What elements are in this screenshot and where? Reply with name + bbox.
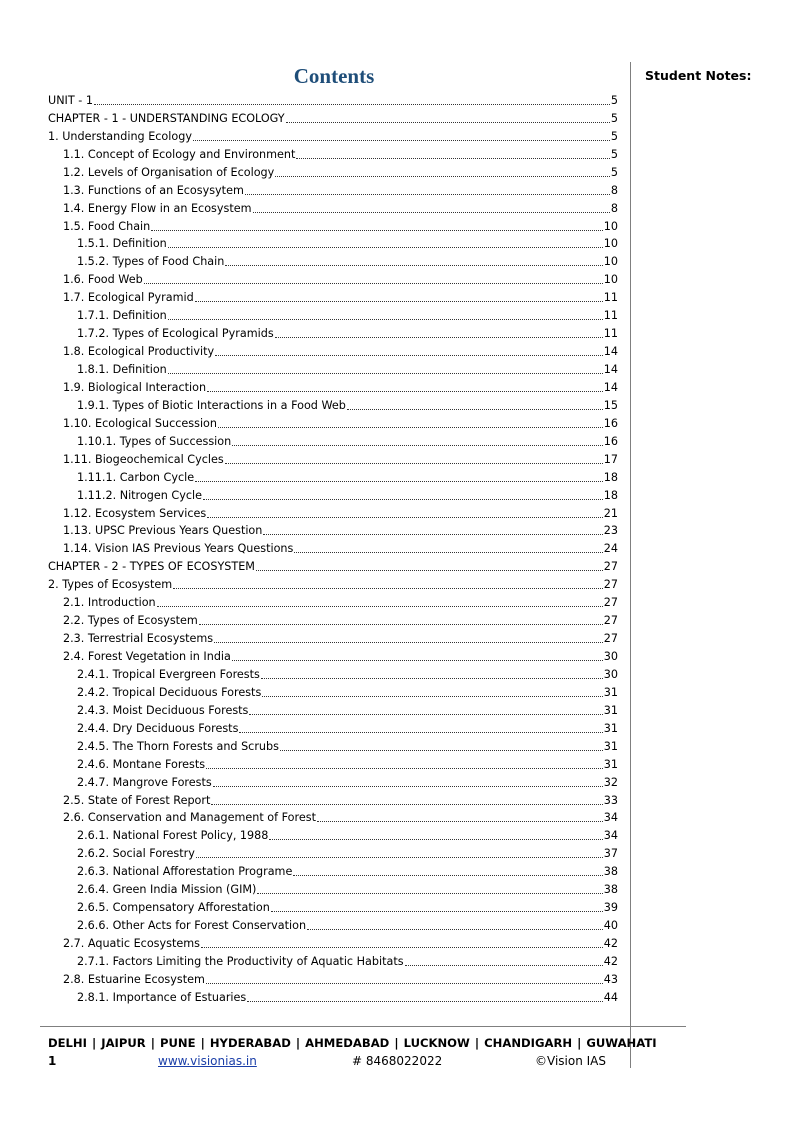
toc-dot-leader <box>225 264 602 266</box>
toc-entry-page: 31 <box>603 685 618 699</box>
toc-entry[interactable] <box>48 92 618 110</box>
toc-entry[interactable] <box>48 881 618 899</box>
toc-entry[interactable] <box>48 451 618 469</box>
toc-entry[interactable] <box>48 289 618 307</box>
toc-dot-leader <box>213 785 603 787</box>
toc-dot-leader <box>275 175 610 177</box>
toc-entry-page: 38 <box>603 883 618 897</box>
toc-entry-page: 31 <box>603 721 618 735</box>
toc-entry-page: 18 <box>603 488 618 502</box>
toc-entry-title: 1.3. Functions of an Ecosysytem <box>63 183 244 197</box>
toc-entry[interactable] <box>48 738 618 756</box>
toc-entry[interactable] <box>48 774 618 792</box>
toc-dot-leader <box>307 928 603 930</box>
toc-entry-title: 2.4.6. Montane Forests <box>77 757 206 771</box>
toc-dot-leader <box>196 856 603 858</box>
toc-entry-page: 30 <box>603 650 618 664</box>
toc-dot-leader <box>263 533 602 535</box>
toc-entry[interactable] <box>48 343 618 361</box>
toc-entry-page: 10 <box>603 273 618 287</box>
toc-entry-title: 2.4.3. Moist Deciduous Forests <box>77 703 249 717</box>
toc-entry[interactable] <box>48 397 618 415</box>
toc-entry-title: 2.6.6. Other Acts for Forest Conservation <box>77 919 307 933</box>
toc-entry-page: 8 <box>610 183 618 197</box>
toc-dot-leader <box>239 731 602 733</box>
footer-phone: # 8468022022 <box>352 1054 443 1068</box>
toc-entry[interactable] <box>48 110 618 128</box>
toc-entry-page: 16 <box>603 434 618 448</box>
toc-entry-title: 2.4. Forest Vegetation in India <box>63 650 231 664</box>
toc-entry[interactable] <box>48 953 618 971</box>
toc-entry[interactable] <box>48 505 618 523</box>
toc-dot-leader <box>294 551 602 553</box>
toc-entry-title: 1.2. Levels of Organisation of Ecology <box>63 165 275 179</box>
toc-entry[interactable] <box>48 307 618 325</box>
toc-entry[interactable] <box>48 146 618 164</box>
toc-entry-title: 2.4.2. Tropical Deciduous Forests <box>77 685 262 699</box>
toc-entry-title: CHAPTER - 2 - TYPES OF ECOSYSTEM <box>48 560 255 574</box>
toc-entry[interactable] <box>48 253 618 271</box>
toc-dot-leader <box>225 462 603 464</box>
toc-entry-page: 31 <box>603 739 618 753</box>
toc-entry-page: 10 <box>603 237 618 251</box>
toc-entry-page: 14 <box>603 363 618 377</box>
toc-entry-page: 18 <box>603 470 618 484</box>
toc-entry[interactable] <box>48 756 618 774</box>
toc-entry-title: 2.1. Introduction <box>63 596 156 610</box>
toc-dot-leader <box>262 695 602 697</box>
toc-dot-leader <box>261 677 603 679</box>
toc-entry[interactable] <box>48 720 618 738</box>
toc-dot-leader <box>253 211 610 213</box>
toc-entry-page: 38 <box>603 865 618 879</box>
toc-dot-leader <box>173 587 603 589</box>
toc-dot-leader <box>280 749 603 751</box>
toc-dot-leader <box>94 103 610 105</box>
toc-dot-leader <box>203 498 603 500</box>
table-of-contents <box>48 92 618 1007</box>
toc-entry[interactable] <box>48 128 618 146</box>
toc-entry-title: 1.11.1. Carbon Cycle <box>77 470 195 484</box>
toc-entry[interactable] <box>48 917 618 935</box>
toc-entry[interactable] <box>48 594 618 612</box>
toc-entry-page: 11 <box>603 327 618 341</box>
toc-entry-page: 14 <box>603 345 618 359</box>
toc-dot-leader <box>218 426 603 428</box>
toc-dot-leader <box>296 157 609 159</box>
toc-entry-page: 27 <box>603 614 618 628</box>
toc-entry-page: 5 <box>610 111 618 125</box>
student-notes-label: Student Notes: <box>645 68 752 83</box>
toc-entry-page: 32 <box>603 775 618 789</box>
toc-entry-page: 24 <box>603 542 618 556</box>
toc-dot-leader <box>157 605 603 607</box>
toc-entry-page: 21 <box>603 506 618 520</box>
toc-entry-page: 11 <box>603 309 618 323</box>
toc-entry-page: 27 <box>603 560 618 574</box>
toc-dot-leader <box>193 139 610 141</box>
toc-entry-page: 27 <box>603 632 618 646</box>
toc-entry-page: 42 <box>603 954 618 968</box>
toc-entry[interactable] <box>48 164 618 182</box>
toc-entry-page: 40 <box>603 919 618 933</box>
toc-dot-leader <box>211 803 602 805</box>
toc-entry-title: 2.6. Conservation and Management of Forest <box>63 811 316 825</box>
toc-entry[interactable] <box>48 576 618 594</box>
toc-dot-leader <box>168 246 603 248</box>
toc-entry[interactable] <box>48 989 618 1007</box>
toc-entry[interactable] <box>48 433 618 451</box>
toc-dot-leader <box>347 408 603 410</box>
toc-entry-page: 31 <box>603 703 618 717</box>
toc-dot-leader <box>168 372 603 374</box>
notes-divider <box>630 62 631 1068</box>
toc-entry-title: 2.8. Estuarine Ecosystem <box>63 972 205 986</box>
toc-dot-leader <box>199 623 603 625</box>
toc-dot-leader <box>201 946 603 948</box>
toc-dot-leader <box>271 910 603 912</box>
toc-entry-page: 34 <box>603 811 618 825</box>
toc-entry-page: 27 <box>603 596 618 610</box>
toc-entry-title: 1.8.1. Definition <box>77 363 167 377</box>
toc-entry-title: 1.8. Ecological Productivity <box>63 345 215 359</box>
toc-entry-title: 2.7. Aquatic Ecosystems <box>63 937 200 951</box>
footer-divider <box>40 1026 686 1027</box>
toc-entry-page: 43 <box>603 972 618 986</box>
toc-entry-page: 42 <box>603 937 618 951</box>
toc-dot-leader <box>269 838 602 840</box>
toc-dot-leader <box>195 300 603 302</box>
toc-entry[interactable] <box>48 702 618 720</box>
toc-entry-title: 1. Understanding Ecology <box>48 129 192 143</box>
toc-entry-page: 17 <box>603 452 618 466</box>
toc-entry-page: 14 <box>603 380 618 394</box>
toc-entry-title: UNIT - 1 <box>48 93 93 107</box>
toc-dot-leader <box>214 641 603 643</box>
toc-entry-title: 2.4.1. Tropical Evergreen Forests <box>77 667 260 681</box>
toc-dot-leader <box>256 569 603 571</box>
toc-dot-leader <box>249 713 602 715</box>
toc-entry-page: 10 <box>603 219 618 233</box>
toc-entry-title: 1.12. Ecosystem Services <box>63 506 207 520</box>
toc-dot-leader <box>207 516 602 518</box>
toc-entry[interactable] <box>48 899 618 917</box>
toc-dot-leader <box>215 354 603 356</box>
toc-entry-page: 23 <box>603 524 618 538</box>
toc-entry-page: 15 <box>603 398 618 412</box>
toc-entry-page: 10 <box>603 255 618 269</box>
toc-entry-title: 1.10.1. Types of Succession <box>77 434 232 448</box>
toc-entry-title: 1.6. Food Web <box>63 273 143 287</box>
toc-entry-title: 1.13. UPSC Previous Years Question <box>63 524 263 538</box>
toc-entry[interactable] <box>48 863 618 881</box>
toc-entry[interactable] <box>48 666 618 684</box>
toc-entry-title: 2. Types of Ecosystem <box>48 578 173 592</box>
toc-entry[interactable] <box>48 540 618 558</box>
toc-dot-leader <box>317 820 603 822</box>
toc-dot-leader <box>195 480 603 482</box>
toc-entry-page: 39 <box>603 901 618 915</box>
toc-dot-leader <box>168 318 603 320</box>
toc-entry-title: 1.4. Energy Flow in an Ecosystem <box>63 201 252 215</box>
toc-entry-title: 1.7.1. Definition <box>77 309 167 323</box>
toc-entry-page: 33 <box>603 793 618 807</box>
toc-entry-title: 2.6.4. Green India Mission (GIM) <box>77 883 257 897</box>
toc-entry[interactable] <box>48 415 618 433</box>
toc-entry-title: 2.7.1. Factors Limiting the Productivity of Aquatic Habitats <box>77 954 404 968</box>
toc-entry-title: 2.2. Types of Ecosystem <box>63 614 198 628</box>
toc-entry-page: 37 <box>603 847 618 861</box>
toc-entry[interactable] <box>48 845 618 863</box>
toc-dot-leader <box>286 121 610 123</box>
toc-entry-title: 1.9. Biological Interaction <box>63 380 207 394</box>
toc-entry-page: 30 <box>603 667 618 681</box>
toc-entry-page: 5 <box>610 129 618 143</box>
toc-entry[interactable] <box>48 612 618 630</box>
toc-entry-title: 2.3. Terrestrial Ecosystems <box>63 632 214 646</box>
toc-dot-leader <box>247 1000 603 1002</box>
toc-entry[interactable] <box>48 271 618 289</box>
toc-entry-title: 1.7.2. Types of Ecological Pyramids <box>77 327 274 341</box>
toc-entry-title: 1.1. Concept of Ecology and Environment <box>63 147 296 161</box>
toc-entry-page: 5 <box>610 165 618 179</box>
toc-entry-title: 1.5.1. Definition <box>77 237 167 251</box>
toc-entry-title: 2.4.7. Mangrove Forests <box>77 775 212 789</box>
toc-entry-page: 5 <box>610 147 618 161</box>
footer-website-link[interactable]: www.visionias.in <box>158 1054 257 1068</box>
toc-entry[interactable] <box>48 684 618 702</box>
toc-entry-title: 2.5. State of Forest Report <box>63 793 211 807</box>
toc-entry-page: 31 <box>603 757 618 771</box>
toc-dot-leader <box>207 390 603 392</box>
toc-entry[interactable] <box>48 648 618 666</box>
toc-entry[interactable] <box>48 379 618 397</box>
toc-dot-leader <box>245 193 610 195</box>
footer-cities: DELHI | JAIPUR | PUNE | HYDERABAD | AHMEDABAD | LUCKNOW | CHANDIGARH | GUWAHATI <box>48 1036 657 1050</box>
toc-entry-page: 8 <box>610 201 618 215</box>
toc-entry[interactable] <box>48 182 618 200</box>
toc-entry-title: 1.11. Biogeochemical Cycles <box>63 452 224 466</box>
toc-entry-page: 5 <box>610 93 618 107</box>
toc-entry[interactable] <box>48 236 618 254</box>
toc-entry-title: 2.6.2. Social Forestry <box>77 847 195 861</box>
toc-entry[interactable] <box>48 935 618 953</box>
toc-entry[interactable] <box>48 523 618 541</box>
toc-entry[interactable] <box>48 200 618 218</box>
toc-entry[interactable] <box>48 630 618 648</box>
toc-entry[interactable] <box>48 810 618 828</box>
page-title: Contents <box>293 64 375 88</box>
toc-entry[interactable] <box>48 361 618 379</box>
toc-entry-title: 1.7. Ecological Pyramid <box>63 291 194 305</box>
toc-entry-title: 1.5. Food Chain <box>63 219 151 233</box>
toc-entry-title: 2.6.5. Compensatory Afforestation <box>77 901 270 915</box>
footer-copyright: ©Vision IAS <box>535 1054 606 1068</box>
toc-entry-page: 11 <box>603 291 618 305</box>
toc-entry-page: 16 <box>603 416 618 430</box>
toc-dot-leader <box>275 336 603 338</box>
toc-entry[interactable] <box>48 827 618 845</box>
toc-entry-title: 2.4.4. Dry Deciduous Forests <box>77 721 239 735</box>
toc-entry-title: 2.6.1. National Forest Policy, 1988 <box>77 829 269 843</box>
toc-entry-title: 1.5.2. Types of Food Chain <box>77 255 225 269</box>
toc-dot-leader <box>293 874 602 876</box>
toc-entry-title: 1.10. Ecological Succession <box>63 416 217 430</box>
toc-dot-leader <box>232 444 603 446</box>
toc-dot-leader <box>232 659 603 661</box>
toc-entry-page: 34 <box>603 829 618 843</box>
toc-entry[interactable] <box>48 971 618 989</box>
toc-entry-title: 2.8.1. Importance of Estuaries <box>77 990 247 1004</box>
toc-entry[interactable] <box>48 469 618 487</box>
toc-entry-title: 2.4.5. The Thorn Forests and Scrubs <box>77 739 279 753</box>
toc-entry[interactable] <box>48 487 618 505</box>
toc-entry[interactable] <box>48 792 618 810</box>
toc-entry-title: 1.14. Vision IAS Previous Years Questions <box>63 542 294 556</box>
toc-entry-title: 2.6.3. National Afforestation Programe <box>77 865 293 879</box>
toc-dot-leader <box>151 229 603 231</box>
toc-dot-leader <box>144 282 603 284</box>
toc-entry[interactable] <box>48 218 618 236</box>
toc-dot-leader <box>405 964 603 966</box>
toc-entry-title: CHAPTER - 1 - UNDERSTANDING ECOLOGY <box>48 111 285 125</box>
toc-dot-leader <box>206 982 603 984</box>
toc-entry-title: 1.11.2. Nitrogen Cycle <box>77 488 202 502</box>
toc-entry-page: 44 <box>603 990 618 1004</box>
toc-dot-leader <box>257 892 602 894</box>
toc-entry-page: 27 <box>603 578 618 592</box>
toc-entry[interactable] <box>48 558 618 576</box>
toc-entry-title: 1.9.1. Types of Biotic Interactions in a Food Web <box>77 398 346 412</box>
footer-page-number: 1 <box>48 1054 57 1068</box>
toc-dot-leader <box>206 767 603 769</box>
toc-entry[interactable] <box>48 325 618 343</box>
